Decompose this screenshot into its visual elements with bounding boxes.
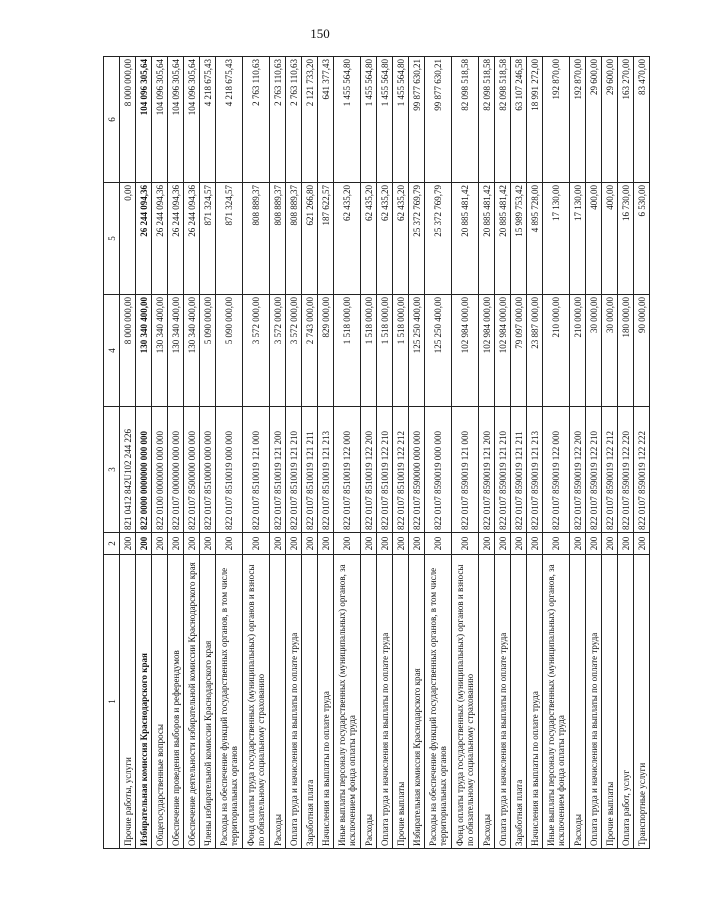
- cell-name: Заработная плата: [302, 555, 318, 849]
- cell-remainder: 82 098 518,58: [452, 57, 479, 183]
- cell-kbk: 822 0107 8590019 121 000: [452, 407, 479, 533]
- cell-name: Оплата труда и начисления на выплаты по оплате труда: [286, 555, 302, 849]
- table-row: [511, 57, 527, 849]
- table-row: [286, 57, 302, 849]
- cell-code: 200: [586, 533, 602, 555]
- table-row: [527, 57, 543, 849]
- cell-plan: 829 000,00: [318, 295, 334, 407]
- table-row: [425, 57, 452, 849]
- table-row: [216, 57, 243, 849]
- cell-code: 200: [136, 533, 152, 555]
- table-row: [409, 57, 425, 849]
- cell-remainder: 1 455 564,80: [393, 57, 409, 183]
- cell-name: Транспортные услуги: [634, 555, 650, 849]
- cell-kbk: 822 0107 8590019 122 212: [602, 407, 618, 533]
- cell-remainder: 1 455 564,80: [334, 57, 361, 183]
- cell-remainder: 1 455 564,80: [377, 57, 393, 183]
- cell-name: Оплата труда и начисления на выплаты по оплате труда: [495, 555, 511, 849]
- cell-plan: 130 340 400,00: [136, 295, 152, 407]
- cell-executed: 871 324,57: [216, 183, 243, 295]
- cell-name: Обеспечение проведения выборов и референдумов: [168, 555, 184, 849]
- cell-remainder: 82 098 518,58: [495, 57, 511, 183]
- cell-code: 200: [286, 533, 302, 555]
- cell-executed: 20 885 481,42: [452, 183, 479, 295]
- table-row: [136, 57, 152, 849]
- cell-executed: 400,00: [602, 183, 618, 295]
- cell-code: 200: [602, 533, 618, 555]
- cell-name: Фонд оплаты труда государственных (муниципальных) органов и взносы по обязательному социальному страхованию: [243, 555, 270, 849]
- table-row: [152, 57, 168, 849]
- cell-plan: 102 984 000,00: [495, 295, 511, 407]
- table-row: [393, 57, 409, 849]
- cell-executed: 17 130,00: [570, 183, 586, 295]
- table-row: [200, 57, 216, 849]
- cell-plan: 130 340 400,00: [184, 295, 200, 407]
- cell-kbk: 822 0107 8510019 122 200: [361, 407, 377, 533]
- cell-remainder: 83 470,00: [634, 57, 650, 183]
- cell-plan: 125 250 400,00: [425, 295, 452, 407]
- cell-executed: 25 372 769,79: [425, 183, 452, 295]
- cell-executed: 20 885 481,42: [495, 183, 511, 295]
- cell-plan: 1 518 000,00: [377, 295, 393, 407]
- cell-remainder: 99 877 630,21: [409, 57, 425, 183]
- cell-executed: 808 889,37: [286, 183, 302, 295]
- cell-kbk: 822 0107 8590019 000 000: [425, 407, 452, 533]
- cell-kbk: 822 0107 8590019 122 222: [634, 407, 650, 533]
- cell-plan: 102 984 000,00: [479, 295, 495, 407]
- header-cell: 3: [104, 407, 120, 533]
- cell-remainder: 29 600,00: [602, 57, 618, 183]
- table-row: [602, 57, 618, 849]
- cell-name: Расходы на обеспечение функций государственных органов, в том числе территориальных органов: [425, 555, 452, 849]
- cell-code: 200: [361, 533, 377, 555]
- cell-code: 200: [168, 533, 184, 555]
- cell-name: Члены избирательной комиссии Краснодарского края: [200, 555, 216, 849]
- cell-name: Начисления на выплаты по оплате труда: [527, 555, 543, 849]
- cell-executed: 6 530,00: [634, 183, 650, 295]
- cell-name: Прочие работы, услуги: [120, 555, 136, 849]
- cell-remainder: 63 107 246,58: [511, 57, 527, 183]
- cell-executed: 16 730,00: [618, 183, 634, 295]
- cell-code: 200: [270, 533, 286, 555]
- cell-remainder: 104 096 305,64: [136, 57, 152, 183]
- cell-executed: 15 989 753,42: [511, 183, 527, 295]
- cell-kbk: 821 0412 842U102 244 226: [120, 407, 136, 533]
- cell-kbk: 822 0107 8590019 121 211: [511, 407, 527, 533]
- cell-remainder: 104 096 305,64: [152, 57, 168, 183]
- cell-code: 200: [393, 533, 409, 555]
- table-row: [543, 57, 570, 849]
- cell-kbk: 822 0107 8510019 121 211: [302, 407, 318, 533]
- header-cell: 2: [104, 533, 120, 555]
- cell-kbk: 822 0107 8590019 121 200: [479, 407, 495, 533]
- cell-plan: 125 250 400,00: [409, 295, 425, 407]
- cell-code: 200: [377, 533, 393, 555]
- cell-kbk: 822 0100 0000000 000 000: [152, 407, 168, 533]
- cell-code: 200: [634, 533, 650, 555]
- cell-remainder: 192 870,00: [543, 57, 570, 183]
- cell-kbk: 822 0107 8510019 000 000: [216, 407, 243, 533]
- cell-kbk: 822 0107 8510019 122 210: [377, 407, 393, 533]
- cell-kbk: 822 0107 8510019 122 212: [393, 407, 409, 533]
- cell-plan: 3 572 000,00: [270, 295, 286, 407]
- cell-code: 200: [409, 533, 425, 555]
- table-row: [570, 57, 586, 849]
- table-row: [243, 57, 270, 849]
- rotated-content: [103, 57, 715, 849]
- cell-name: Фонд оплаты труда государственных (муниципальных) органов и взносы по обязательному социальному страхованию: [452, 555, 479, 849]
- cell-plan: 130 340 400,00: [152, 295, 168, 407]
- cell-name: Иные выплаты персоналу государственных (муниципальных) органов, за исключением фонда оплаты труда: [543, 555, 570, 849]
- cell-executed: 20 885 481,42: [479, 183, 495, 295]
- cell-remainder: 29 600,00: [586, 57, 602, 183]
- cell-remainder: 104 096 305,64: [168, 57, 184, 183]
- cell-name: Расходы: [361, 555, 377, 849]
- cell-code: 200: [527, 533, 543, 555]
- cell-code: 200: [184, 533, 200, 555]
- cell-executed: 62 435,20: [361, 183, 377, 295]
- cell-name: Избирательная комиссия Краснодарского края: [136, 555, 152, 849]
- cell-remainder: 192 870,00: [570, 57, 586, 183]
- cell-plan: 3 572 000,00: [286, 295, 302, 407]
- cell-kbk: 822 0107 8590019 121 213: [527, 407, 543, 533]
- cell-plan: 30 000,00: [602, 295, 618, 407]
- cell-name: Расходы: [570, 555, 586, 849]
- cell-executed: 17 130,00: [543, 183, 570, 295]
- table-row: [270, 57, 286, 849]
- cell-name: Прочие выплаты: [602, 555, 618, 849]
- cell-executed: 808 889,37: [270, 183, 286, 295]
- table-row: [452, 57, 479, 849]
- cell-plan: 5 090 000,00: [200, 295, 216, 407]
- cell-remainder: 163 270,00: [618, 57, 634, 183]
- cell-code: 200: [243, 533, 270, 555]
- cell-code: 200: [200, 533, 216, 555]
- cell-code: 200: [120, 533, 136, 555]
- cell-code: 200: [452, 533, 479, 555]
- cell-remainder: 104 096 305,64: [184, 57, 200, 183]
- header-cell: 5: [104, 183, 120, 295]
- rotated-table-area: [103, 57, 715, 846]
- cell-kbk: 822 0107 8510019 121 210: [286, 407, 302, 533]
- page-number: 150: [310, 26, 330, 41]
- cell-remainder: 2 763 110,63: [286, 57, 302, 183]
- cell-executed: 621 266,80: [302, 183, 318, 295]
- cell-remainder: 2 763 110,63: [243, 57, 270, 183]
- cell-executed: 26 244 094,36: [152, 183, 168, 295]
- cell-kbk: 822 0107 8590019 122 200: [570, 407, 586, 533]
- cell-name: Обеспечение деятельности избирательной комиссии Краснодарского края: [184, 555, 200, 849]
- cell-plan: 8 000 000,00: [120, 295, 136, 407]
- cell-kbk: 822 0107 8510019 122 000: [334, 407, 361, 533]
- cell-plan: 1 518 000,00: [361, 295, 377, 407]
- cell-code: 200: [618, 533, 634, 555]
- cell-code: 200: [425, 533, 452, 555]
- header-cell: 1: [104, 555, 120, 849]
- cell-executed: 62 435,20: [393, 183, 409, 295]
- cell-kbk: 822 0107 8510000 000 000: [200, 407, 216, 533]
- table-row: [302, 57, 318, 849]
- cell-name: Избирательная комиссия Краснодарского края: [409, 555, 425, 849]
- cell-name: Прочие выплаты: [393, 555, 409, 849]
- cell-remainder: 4 218 675,43: [216, 57, 243, 183]
- cell-name: Общегосударственные вопросы: [152, 555, 168, 849]
- cell-code: 200: [511, 533, 527, 555]
- cell-kbk: 822 0107 8590019 121 210: [495, 407, 511, 533]
- table-row: [184, 57, 200, 849]
- cell-kbk: 822 0107 8510019 121 213: [318, 407, 334, 533]
- cell-plan: 1 518 000,00: [334, 295, 361, 407]
- cell-kbk: 822 0107 8510019 121 200: [270, 407, 286, 533]
- cell-kbk: 822 0107 8590019 122 210: [586, 407, 602, 533]
- cell-remainder: 641 377,43: [318, 57, 334, 183]
- cell-kbk: 822 0107 8590019 122 220: [618, 407, 634, 533]
- cell-plan: 210 000,00: [570, 295, 586, 407]
- cell-remainder: 2 763 110,63: [270, 57, 286, 183]
- cell-plan: 1 518 000,00: [393, 295, 409, 407]
- table-row: [334, 57, 361, 849]
- table-row: [120, 57, 136, 849]
- cell-plan: 5 090 000,00: [216, 295, 243, 407]
- table-header-row: [104, 57, 120, 849]
- cell-kbk: 822 0107 8500000 000 000: [184, 407, 200, 533]
- cell-code: 200: [570, 533, 586, 555]
- cell-remainder: 18 991 272,00: [527, 57, 543, 183]
- cell-name: Заработная плата: [511, 555, 527, 849]
- cell-executed: 26 244 094,36: [184, 183, 200, 295]
- cell-kbk: 822 0107 8590000 000 000: [409, 407, 425, 533]
- cell-executed: 25 372 769,79: [409, 183, 425, 295]
- cell-code: 200: [543, 533, 570, 555]
- cell-name: Расходы: [270, 555, 286, 849]
- cell-executed: 808 889,37: [243, 183, 270, 295]
- cell-code: 200: [495, 533, 511, 555]
- cell-kbk: 822 0000 0000000 000 000: [136, 407, 152, 533]
- cell-kbk: 822 0107 0000000 000 000: [168, 407, 184, 533]
- cell-name: Оплата труда и начисления на выплаты по оплате труда: [377, 555, 393, 849]
- cell-remainder: 99 877 630,21: [425, 57, 452, 183]
- cell-kbk: 822 0107 8590019 122 000: [543, 407, 570, 533]
- header-cell: 6: [104, 57, 120, 183]
- cell-executed: 0,00: [120, 183, 136, 295]
- budget-table-body: [104, 57, 650, 849]
- table-row: [479, 57, 495, 849]
- table-row: [361, 57, 377, 849]
- cell-code: 200: [318, 533, 334, 555]
- budget-table: [103, 56, 650, 849]
- cell-remainder: 4 218 675,43: [200, 57, 216, 183]
- table-row: [495, 57, 511, 849]
- cell-remainder: 82 098 518,58: [479, 57, 495, 183]
- cell-name: Расходы: [479, 555, 495, 849]
- cell-name: Иные выплаты персоналу государственных (муниципальных) органов, за исключением фонда оплаты труда: [334, 555, 361, 849]
- cell-executed: 62 435,20: [334, 183, 361, 295]
- cell-code: 200: [216, 533, 243, 555]
- cell-name: Оплата труда и начисления на выплаты по оплате труда: [586, 555, 602, 849]
- header-cell: 4: [104, 295, 120, 407]
- cell-code: 200: [152, 533, 168, 555]
- cell-name: Оплата работ, услуг: [618, 555, 634, 849]
- cell-executed: 871 324,57: [200, 183, 216, 295]
- table-row: [168, 57, 184, 849]
- cell-executed: 26 244 094,36: [168, 183, 184, 295]
- cell-remainder: 1 455 564,80: [361, 57, 377, 183]
- cell-plan: 130 340 400,00: [168, 295, 184, 407]
- cell-plan: 3 572 000,00: [243, 295, 270, 407]
- cell-plan: 30 000,00: [586, 295, 602, 407]
- table-row: [634, 57, 650, 849]
- cell-plan: 79 097 000,00: [511, 295, 527, 407]
- cell-remainder: 8 000 000,00: [120, 57, 136, 183]
- cell-plan: 210 000,00: [543, 295, 570, 407]
- cell-executed: 26 244 094,36: [136, 183, 152, 295]
- cell-plan: 90 000,00: [634, 295, 650, 407]
- cell-name: Расходы на обеспечение функций государственных органов, в том числе территориальных органов: [216, 555, 243, 849]
- cell-executed: 400,00: [586, 183, 602, 295]
- cell-code: 200: [302, 533, 318, 555]
- cell-executed: 4 895 728,00: [527, 183, 543, 295]
- table-row: [318, 57, 334, 849]
- table-row: [586, 57, 602, 849]
- cell-code: 200: [479, 533, 495, 555]
- cell-plan: 102 984 000,00: [452, 295, 479, 407]
- cell-kbk: 822 0107 8510019 121 000: [243, 407, 270, 533]
- table-row: [377, 57, 393, 849]
- cell-plan: 180 000,00: [618, 295, 634, 407]
- cell-executed: 187 622,57: [318, 183, 334, 295]
- cell-executed: 62 435,20: [377, 183, 393, 295]
- cell-plan: 23 887 000,00: [527, 295, 543, 407]
- table-row: [618, 57, 634, 849]
- cell-name: Начисления на выплаты по оплате труда: [318, 555, 334, 849]
- cell-code: 200: [334, 533, 361, 555]
- cell-plan: 2 743 000,00: [302, 295, 318, 407]
- cell-remainder: 2 121 733,20: [302, 57, 318, 183]
